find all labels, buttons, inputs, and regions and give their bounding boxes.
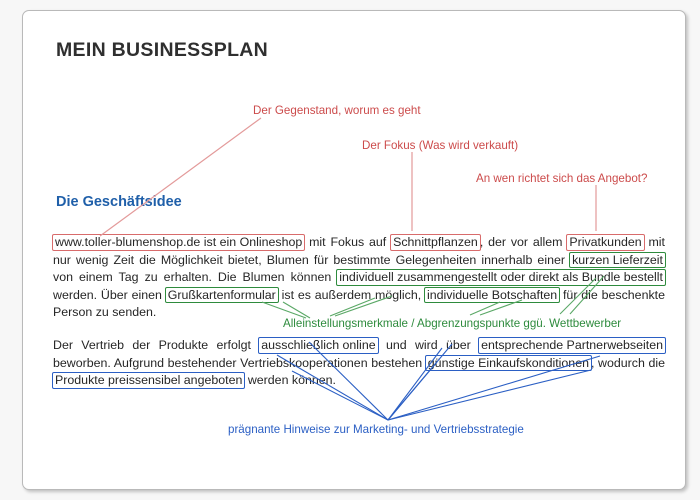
annotation-label-marketing-vertrieb: prägnante Hinweise zur Marketing- und Vertriebsstrategie	[228, 423, 524, 436]
highlight-einkaufskonditionen: günstige Einkaufskonditionen	[425, 355, 592, 372]
highlight-website: www.toller-blumenshop.de ist ein Onlineshop	[52, 234, 305, 251]
section-heading-geschaeftsidee: Die Geschäftsidee	[56, 194, 182, 210]
text-run: werden. Über einen	[53, 287, 166, 302]
highlight-schnittpflanzen: Schnittpflanzen	[390, 234, 481, 251]
highlight-kurze-lieferzeit: kurzen Lieferzeit	[569, 252, 666, 269]
highlight-ausschliesslich-online: ausschließlich online	[258, 337, 378, 354]
annotation-label-gegenstand: Der Gegenstand, worum es geht	[253, 104, 421, 117]
highlight-partnerwebseiten: entsprechende Partnerwebseiten	[478, 337, 666, 354]
text-run: Der Vertrieb der Produkte erfolgt	[53, 338, 260, 352]
page-title: MEIN BUSINESSPLAN	[56, 39, 269, 61]
text-run: für die beschenkte Person zu senden.	[53, 287, 665, 320]
highlight-grusskartenformular: Grußkartenformular	[165, 287, 279, 304]
highlight-preissensibel: Produkte preissensibel angeboten	[52, 372, 245, 389]
annotation-label-zielgruppe: An wen richtet sich das Angebot?	[476, 172, 648, 185]
text-run: und wird über	[377, 338, 480, 352]
annotation-label-fokus: Der Fokus (Was wird verkauft)	[362, 139, 519, 152]
paragraph-vertrieb	[53, 337, 665, 390]
highlight-privatkunden: Privatkunden	[566, 234, 644, 251]
paragraph-geschaeftsidee	[53, 234, 665, 322]
text-run: werden können.	[244, 373, 336, 388]
annotation-label-alleinstellungsmerkmale: Alleinstellungsmerkmale / Abgrenzungspunkte ggü. Wettbewerber	[283, 317, 622, 330]
text-run: beworben. Aufgrund bestehender Vertriebskooperationen bestehen	[53, 355, 426, 370]
text-run: mit nur wenig Zeit die Möglichkeit bietet, Blumen für bestimmte Gelegenheiten innerhalb einer	[53, 235, 665, 267]
highlight-individuell-bundle: individuell zusammengestellt oder direkt als Bundle bestellt	[336, 269, 666, 286]
text-run: mit Fokus auf	[304, 235, 392, 249]
text-run: , wodurch die	[590, 355, 665, 370]
text-run: von einem Tag zu erhalten. Die Blumen können	[53, 270, 338, 285]
document-page	[22, 10, 686, 490]
text-run: ist es außerdem möglich,	[277, 287, 425, 302]
document-page-content	[23, 11, 685, 489]
text-run: , der vor allem	[479, 235, 568, 249]
highlight-individuelle-botschaften: individuelle Botschaften	[424, 287, 560, 304]
